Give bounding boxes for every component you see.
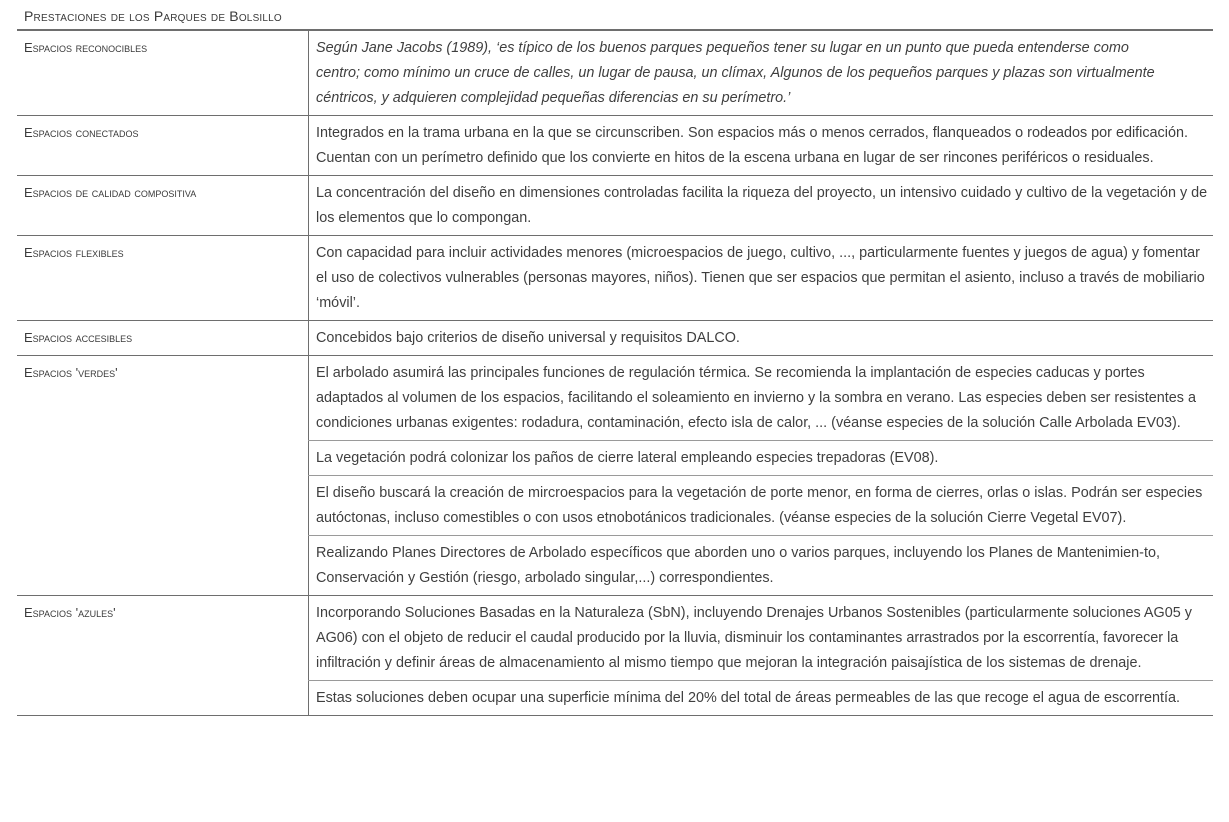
row-text: Realizando Planes Directores de Arbolado específicos que aborden uno o varios parques, incluyendo los Planes de Mantenimien-to, Conservación y Gestión (riesgo, arbolado singular,...) correspondientes. [308, 536, 1213, 595]
row-text: Con capacidad para incluir actividades menores (microespacios de juego, cultivo, ..., particularmente fuentes y juegos de agua) y fomentar el uso de colectivos vulnerables (personas mayores, niños). Tienen que ser espacios que permitan el asiento, incluso a través de mobiliario ‘móvil’. [308, 236, 1213, 320]
row-label: Espacios 'verdes' [17, 356, 308, 596]
row-text: Incorporando Soluciones Basadas en la Naturaleza (SbN), incluyendo Drenajes Urbanos Sostenibles (particularmente soluciones AG05 y AG06) con el objeto de reducir el caudal producido por la lluvia, disminuir los contaminantes arrastrados por la escorrentía, favorecer la infiltración y definir áreas de almacenamiento al mismo tiempo que mejoran la integración paisajística de los sistemas de drenaje. [308, 596, 1213, 680]
table-row [17, 116, 1213, 176]
row-text: Concebidos bajo criterios de diseño universal y requisitos DALCO. [308, 321, 1213, 355]
row-text-cell [308, 356, 1213, 441]
table-row [17, 31, 1213, 116]
row-text-cell [308, 116, 1213, 176]
row-text-cell [308, 441, 1213, 476]
row-text: Integrados en la trama urbana en la que se circunscriben. Son espacios más o menos cerrados, flanqueados o rodeados por edificación. Cuentan con un perímetro definido que los convierte en hitos de la escena urbana en lugar de ser rincones periféricos o residuales. [308, 116, 1213, 175]
row-text-cell [308, 321, 1213, 356]
table-row [17, 356, 1213, 441]
row-text-cell [308, 176, 1213, 236]
row-text: La concentración del diseño en dimensiones controladas facilita la riqueza del proyecto, un intensivo cuidado y cultivo de la vegetación y de los elementos que lo compongan. [308, 176, 1213, 235]
table-row [17, 176, 1213, 236]
row-label: Espacios reconocibles [17, 31, 308, 116]
row-label: Espacios accesibles [17, 321, 308, 356]
row-text: Estas soluciones deben ocupar una superficie mínima del 20% del total de áreas permeables de las que recoge el agua de escorrentía. [308, 681, 1213, 715]
table-row [17, 236, 1213, 321]
table-row [17, 321, 1213, 356]
page-title: Prestaciones de los Parques de Bolsillo [24, 8, 282, 24]
row-label: Espacios conectados [17, 116, 308, 176]
row-text-cell [308, 476, 1213, 536]
document [17, 6, 1213, 716]
row-text: La vegetación podrá colonizar los paños de cierre lateral empleando especies trepadoras (EV08). [308, 441, 1213, 475]
row-text-cell [308, 596, 1213, 681]
row-text-cell [308, 536, 1213, 596]
benefits-table [17, 31, 1213, 716]
row-text-cell [308, 236, 1213, 321]
row-label: Espacios flexibles [17, 236, 308, 321]
row-text-cell [308, 31, 1213, 116]
row-label: Espacios de calidad compositiva [17, 176, 308, 236]
row-text-cell [308, 681, 1213, 716]
row-label: Espacios 'azules' [17, 596, 308, 716]
row-text: El arbolado asumirá las principales funciones de regulación térmica. Se recomienda la implantación de especies caducas y portes adaptados al volumen de los espacios, facilitando el soleamiento en invierno y la sombra en verano. Las especies deben ser resistentes a condiciones urbanas exigentes: rodadura, contaminación, efecto isla de calor, ... (véanse especies de la solución Calle Arbolada EV03). [308, 356, 1213, 440]
table-row [17, 596, 1213, 681]
row-text: El diseño buscará la creación de mircroespacios para la vegetación de porte menor, en forma de cierres, orlas o islas. Podrán ser especies autóctonas, incluso comestibles o con usos etnobotánicos tradicionales. (véanse especies de la solución Cierre Vegetal EV07). [308, 476, 1213, 535]
row-text: Según Jane Jacobs (1989), ‘es típico de los buenos parques pequeños tener su lugar en un punto que pueda entenderse como centro; como mínimo un cruce de calles, un lugar de pausa, un clímax, Algunos de los pequeños parques y plazas son virtualmente céntricos, y adquieren complejidad pequeñas diferencias en su perímetro.’ [308, 31, 1213, 115]
